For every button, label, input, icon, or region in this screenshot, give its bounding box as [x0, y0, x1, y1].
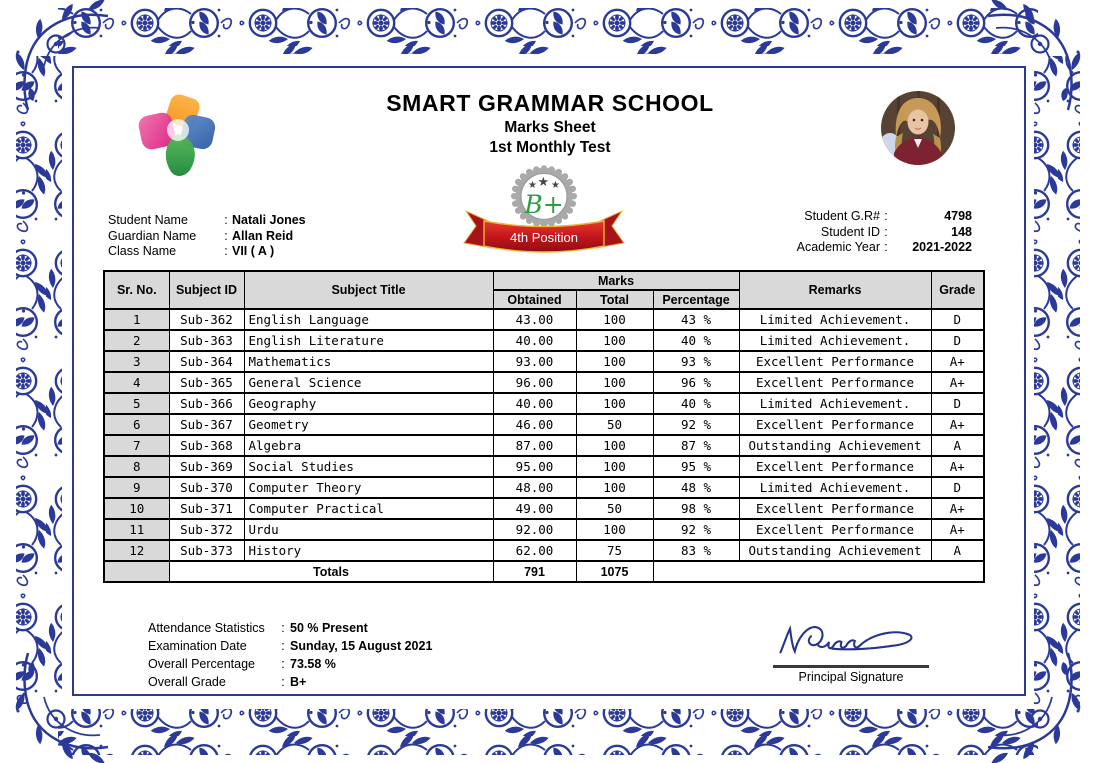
table-row	[104, 435, 984, 456]
table-row	[104, 414, 984, 435]
student-name-value: Natali Jones	[232, 213, 306, 227]
overall-percentage-row: Overall Percentage : 73.58 %	[148, 655, 432, 673]
exam-date-label: Examination Date	[148, 639, 247, 653]
overall-grade-label: Overall Grade	[148, 675, 226, 689]
student-name-row: Student Name : Natali Jones	[108, 213, 306, 227]
overall-grade-value: B+	[290, 675, 307, 689]
subject-id-cell: Sub-368	[169, 435, 244, 456]
remarks-cell: Limited Achievement.	[739, 393, 931, 414]
grade-cell: D	[931, 393, 984, 414]
overall-percentage-value: 73.58 %	[290, 657, 336, 671]
remarks-cell: Limited Achievement.	[739, 330, 931, 351]
subject-title-cell: Social Studies	[244, 456, 493, 477]
total-cell: 100	[576, 456, 653, 477]
total-cell: 100	[576, 519, 653, 540]
table-row	[104, 456, 984, 477]
class-name-label: Class Name	[108, 244, 177, 258]
sr-cell: 6	[104, 414, 169, 435]
badge-grade: B+	[524, 190, 564, 219]
table-row	[104, 372, 984, 393]
sr-cell: 11	[104, 519, 169, 540]
overall-grade-row: Overall Grade : B+	[148, 673, 432, 691]
sr-cell: 10	[104, 498, 169, 519]
grade-cell: D	[931, 309, 984, 330]
subject-title-cell: Urdu	[244, 519, 493, 540]
total-cell: 50	[576, 498, 653, 519]
overall-percentage-label: Overall Percentage	[148, 657, 256, 671]
remarks-cell: Excellent Performance	[739, 456, 931, 477]
table-row	[104, 351, 984, 372]
subject-id-cell: Sub-369	[169, 456, 244, 477]
title-block	[250, 90, 850, 157]
class-name-value: VII ( A )	[232, 244, 275, 258]
sr-cell: 3	[104, 351, 169, 372]
remarks-cell: Excellent Performance	[739, 414, 931, 435]
subject-id-cell: Sub-373	[169, 540, 244, 561]
attendance-value: 50 % Present	[290, 621, 368, 635]
totals-sr-cell	[104, 561, 169, 582]
total-cell: 100	[576, 330, 653, 351]
percentage-cell: 92 %	[653, 414, 739, 435]
remarks-cell: Limited Achievement.	[739, 309, 931, 330]
remarks-cell: Outstanding Achievement	[739, 540, 931, 561]
obtained-cell: 48.00	[493, 477, 576, 498]
badge-position: 4th Position	[510, 230, 578, 245]
exam-date-row: Examination Date : Sunday, 15 August 2021	[148, 639, 433, 653]
subject-title-cell: General Science	[244, 372, 493, 393]
grade-cell: A+	[931, 351, 984, 372]
subject-title-cell: Geometry	[244, 414, 493, 435]
grade-cell: A+	[931, 519, 984, 540]
marks-table	[103, 270, 985, 583]
svg-text:★: ★	[537, 175, 550, 190]
table-row	[104, 519, 984, 540]
percentage-cell: 83 %	[653, 540, 739, 561]
sr-cell: 12	[104, 540, 169, 561]
academic-year-label: Academic Year	[796, 240, 880, 254]
percentage-cell: 48 %	[653, 477, 739, 498]
registration-info-block	[762, 209, 972, 256]
grade-cell: A	[931, 435, 984, 456]
obtained-cell: 62.00	[493, 540, 576, 561]
gear-seal	[511, 165, 577, 227]
gr-number-label: Student G.R#	[804, 209, 880, 223]
summary-block	[148, 619, 432, 691]
grade-cell: A+	[931, 456, 984, 477]
subject-id-cell: Sub-362	[169, 309, 244, 330]
grade-cell: D	[931, 477, 984, 498]
page-title: SMART GRAMMAR SCHOOL	[386, 90, 714, 116]
remarks-cell: Excellent Performance	[739, 519, 931, 540]
subject-title-cell: Geography	[244, 393, 493, 414]
signature-icon	[771, 620, 931, 660]
remarks-cell: Excellent Performance	[739, 498, 931, 519]
total-cell: 100	[576, 435, 653, 456]
obtained-cell: 96.00	[493, 372, 576, 393]
grade-cell: A+	[931, 498, 984, 519]
subject-title-cell: Computer Theory	[244, 477, 493, 498]
obtained-cell: 43.00	[493, 309, 576, 330]
signature-block	[770, 620, 932, 684]
totals-label: Totals	[169, 561, 493, 582]
obtained-cell: 46.00	[493, 414, 576, 435]
subject-id-cell: Sub-363	[169, 330, 244, 351]
class-name-row: Class Name : VII ( A )	[108, 244, 306, 260]
col-header-grade: Grade	[931, 271, 984, 309]
subject-id-cell: Sub-372	[169, 519, 244, 540]
col-header-percentage: Percentage	[653, 290, 739, 309]
sr-cell: 1	[104, 309, 169, 330]
academic-year-value: 2021-2022	[912, 240, 972, 254]
col-header-sr: Sr. No.	[104, 271, 169, 309]
total-cell: 50	[576, 414, 653, 435]
obtained-cell: 92.00	[493, 519, 576, 540]
col-header-total: Total	[576, 290, 653, 309]
grade-cell: A	[931, 540, 984, 561]
percentage-cell: 40 %	[653, 393, 739, 414]
signature-line	[773, 665, 929, 668]
sheet-title: Marks Sheet	[504, 119, 596, 136]
sr-cell: 5	[104, 393, 169, 414]
remarks-cell: Outstanding Achievement	[739, 435, 931, 456]
student-info-block	[108, 213, 306, 260]
table-row	[104, 393, 984, 414]
percentage-cell: 98 %	[653, 498, 739, 519]
total-cell: 100	[576, 477, 653, 498]
subject-id-cell: Sub-371	[169, 498, 244, 519]
gr-number-value: 4798	[944, 209, 972, 223]
percentage-cell: 43 %	[653, 309, 739, 330]
remarks-cell: Limited Achievement.	[739, 477, 931, 498]
subject-title-cell: Mathematics	[244, 351, 493, 372]
exam-date-value: Sunday, 15 August 2021	[290, 639, 433, 653]
marks-table-body	[104, 309, 984, 561]
total-cell: 100	[576, 372, 653, 393]
signature-caption: Principal Signature	[798, 669, 904, 684]
col-header-obtained: Obtained	[493, 290, 576, 309]
col-header-subject-id: Subject ID	[169, 271, 244, 309]
student-id-row: Student ID : 148	[762, 225, 972, 241]
obtained-cell: 95.00	[493, 456, 576, 477]
percentage-cell: 40 %	[653, 330, 739, 351]
subject-id-cell: Sub-370	[169, 477, 244, 498]
svg-text:★: ★	[528, 180, 537, 191]
subject-title-cell: English Language	[244, 309, 493, 330]
student-id-label: Student ID	[820, 224, 880, 239]
subject-id-cell: Sub-366	[169, 393, 244, 414]
percentage-cell: 96 %	[653, 372, 739, 393]
student-photo	[881, 91, 955, 165]
grade-cell: A+	[931, 372, 984, 393]
test-title: 1st Monthly Test	[489, 139, 611, 156]
subject-id-cell: Sub-367	[169, 414, 244, 435]
obtained-cell: 93.00	[493, 351, 576, 372]
percentage-cell: 93 %	[653, 351, 739, 372]
total-cell: 100	[576, 351, 653, 372]
sr-cell: 4	[104, 372, 169, 393]
school-logo-icon	[138, 94, 218, 178]
sr-cell: 8	[104, 456, 169, 477]
student-id-value: 148	[951, 224, 972, 239]
remarks-cell: Excellent Performance	[739, 351, 931, 372]
table-row	[104, 498, 984, 519]
col-header-marks-group: Marks	[493, 271, 739, 290]
table-row	[104, 330, 984, 351]
table-row	[104, 540, 984, 561]
grade-cell: A+	[931, 414, 984, 435]
totals-obtained: 791	[493, 561, 576, 582]
percentage-cell: 95 %	[653, 456, 739, 477]
obtained-cell: 49.00	[493, 498, 576, 519]
guardian-name-row: Guardian Name : Allan Reid	[108, 229, 306, 245]
guardian-name-value: Allan Reid	[232, 228, 294, 243]
table-row	[104, 309, 984, 330]
attendance-label: Attendance Statistics	[148, 621, 265, 635]
sr-cell: 2	[104, 330, 169, 351]
obtained-cell: 40.00	[493, 330, 576, 351]
attendance-row: Attendance Statistics : 50 % Present	[148, 619, 432, 637]
grade-seal-icon	[462, 161, 626, 263]
total-cell: 75	[576, 540, 653, 561]
svg-text:★: ★	[551, 180, 560, 191]
guardian-name-label: Guardian Name	[108, 228, 197, 243]
totals-empty-cell	[653, 561, 984, 582]
total-cell: 100	[576, 309, 653, 330]
student-name-label: Student Name	[108, 213, 188, 227]
subject-title-cell: History	[244, 540, 493, 561]
sr-cell: 9	[104, 477, 169, 498]
obtained-cell: 87.00	[493, 435, 576, 456]
total-cell: 100	[576, 393, 653, 414]
percentage-cell: 87 %	[653, 435, 739, 456]
grade-cell: D	[931, 330, 984, 351]
gr-number-row: Student G.R# : 4798	[762, 209, 972, 225]
remarks-cell: Excellent Performance	[739, 372, 931, 393]
col-header-subject-title: Subject Title	[244, 271, 493, 309]
obtained-cell: 40.00	[493, 393, 576, 414]
sr-cell: 7	[104, 435, 169, 456]
subject-title-cell: Computer Practical	[244, 498, 493, 519]
subject-id-cell: Sub-365	[169, 372, 244, 393]
totals-row	[104, 561, 984, 582]
col-header-remarks: Remarks	[739, 271, 931, 309]
percentage-cell: 92 %	[653, 519, 739, 540]
table-row	[104, 477, 984, 498]
subject-title-cell: Algebra	[244, 435, 493, 456]
subject-title-cell: English Literature	[244, 330, 493, 351]
totals-total: 1075	[576, 561, 653, 582]
academic-year-row: Academic Year : 2021-2022	[762, 240, 972, 256]
subject-id-cell: Sub-364	[169, 351, 244, 372]
